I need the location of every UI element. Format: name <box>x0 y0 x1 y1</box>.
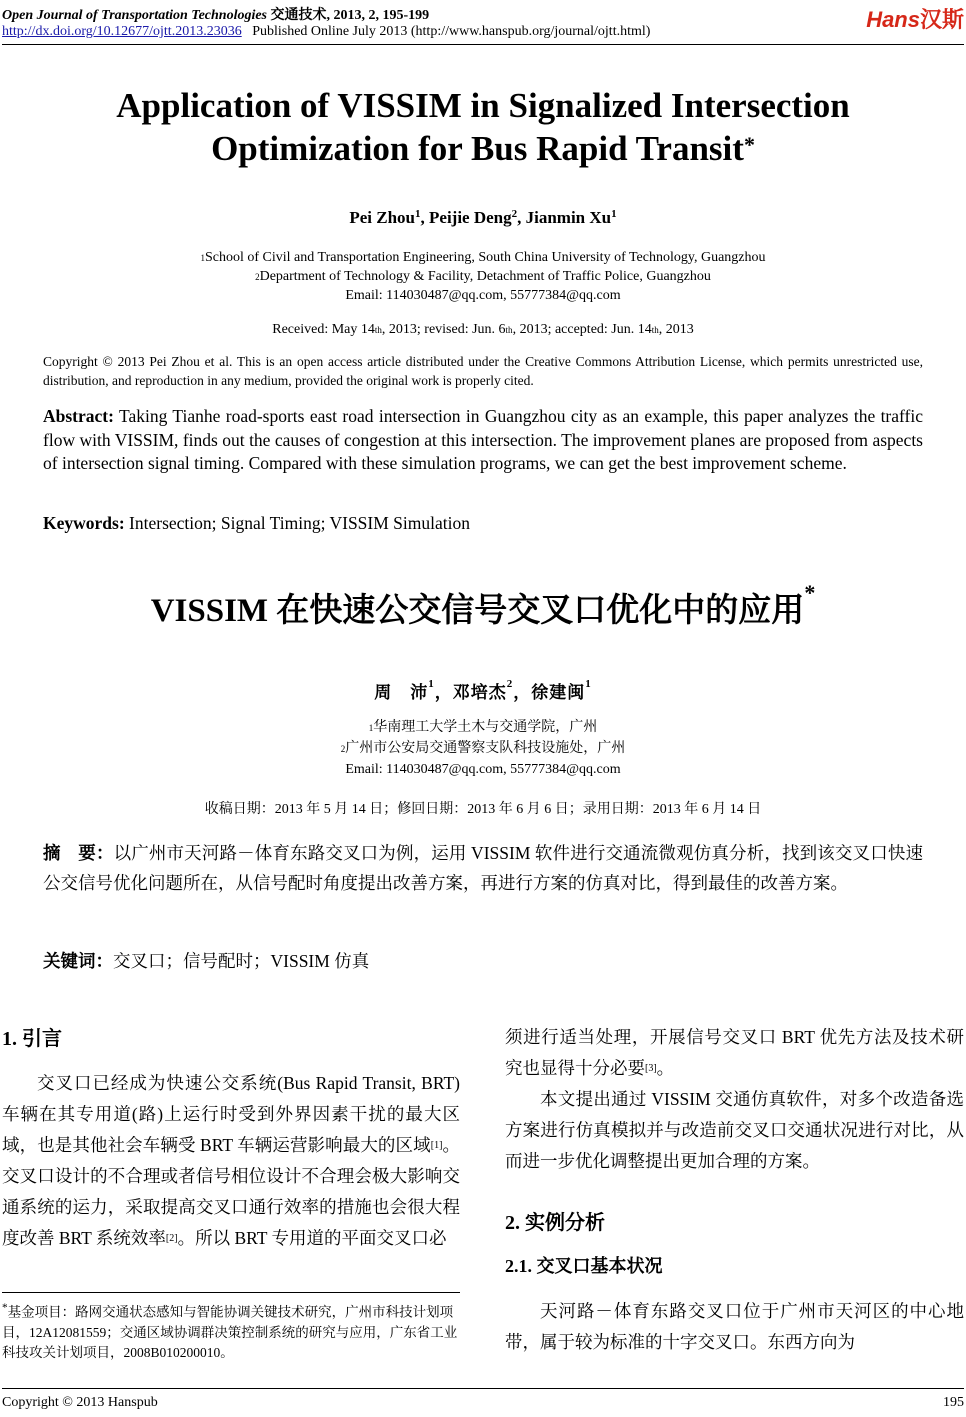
affiliation-cn-1: $^1$华南理工大学土木与交通学院，广州 <box>368 720 598 735</box>
footer-copyright: Copyright © 2013 Hanspub <box>2 1395 158 1410</box>
abstract-en: Abstract: Taking Tianhe road-sports east road intersection in Guangzhou city as an example, this paper analyzes the traffic flow with VISSIM, finds out the causes of congestion at this intersection. The improvement planes are proposed from aspects of intersection signal timing. Compared with these simulation programs, we can get the best improvement scheme. <box>43 406 923 473</box>
keywords-cn: 关键词：交叉口；信号配时；VISSIM 仿真 <box>43 951 370 971</box>
journal-name: Open Journal of Transportation Technologies <box>2 8 268 23</box>
authors-en: Pei Zhou$^1$, Peijie Deng$^2$, Jianmin Xu$^1$ <box>349 208 617 227</box>
email-en: Email: 114030487@qq.com, 55777384@qq.com <box>345 288 621 303</box>
abstract-cn: 摘 要：以广州市天河路－体育东路交叉口为例，运用 VISSIM 软件进行交通流微观仿真分析，找到该交叉口快速公交信号优化问题所在，从信号配时角度提出改善方案，再进行方案的仿真对比，得到最佳的改善方案。 <box>43 843 923 893</box>
affiliation-en-2: $^2$Department of Technology & Facility, Detachment of Traffic Police, Guangzhou <box>255 269 711 284</box>
footer-rule <box>2 1388 964 1389</box>
received-cn: 收稿日期：2013 年 5 月 14 日；修回日期：2013 年 6 月 6 日；录用日期：2013 年 6 月 14 日 <box>204 802 762 817</box>
received-en: Received: May 14th, 2013; revised: Jun. 6th, 2013; accepted: Jun. 14th, 2013 <box>272 322 694 337</box>
section-1-body-right: 须进行适当处理，开展信号交叉口 BRT 优先方法及技术研究也显得十分必要[3]。 本文提出通过 VISSIM 交通仿真软件，对多个改造备选方案进行仿真模拟并与改造前交叉口交通状况进行对比，从而进一步优化调整提出更加合理的方案。 <box>505 1022 964 1177</box>
footnote: *基金项目：路网交通状态感知与智能协调关键技术研究，广州市科技计划项目，12A12081559；交通区域协调群决策控制系统的研究与应用，广东省工业科技攻关计划项目，2008B010200010。 <box>2 1302 458 1360</box>
publisher-logo: Hans汉斯 <box>866 7 964 32</box>
header-rule <box>2 44 964 45</box>
affiliation-cn-2: $^2$广州市公安局交通警察支队科技设施处，广州 <box>340 741 626 756</box>
doi-link[interactable]: http://dx.doi.org/10.12677/ojtt.2013.23036 <box>2 24 242 39</box>
subsection-2-1-heading: 2.1. 交叉口基本状况 <box>505 1256 663 1276</box>
paper-title-en: Application of VISSIM in Signalized Intersection Optimization for Bus Rapid Transit* <box>116 86 850 168</box>
volume-info: , 2013, 2, 195-199 <box>326 8 430 23</box>
section-2-heading: 2. 实例分析 <box>505 1212 605 1234</box>
keywords-en: Keywords: Intersection; Signal Timing; VISSIM Simulation <box>43 513 470 533</box>
email-cn: Email: 114030487@qq.com, 55777384@qq.com <box>345 762 621 777</box>
footnote-rule <box>2 1292 460 1293</box>
published-info: Published Online July 2013 (http://www.hanspub.org/journal/ojtt.html) <box>252 24 651 39</box>
section-1-body-left: 交叉口已经成为快速公交系统(Bus Rapid Transit, BRT)车辆在其专用道(路)上运行时受到外界因素干扰的最大区域，也是其他社会车辆受 BRT 车辆运营影响最大的区域[1]。交叉口设计的不合理或者信号相位设计不合理会极大影响交通系统的运力，采取提高交叉口通行效率的措施也会很大程度改善 BRT 系统效率[2]。所以 BRT 专用道的平面交叉口必 <box>2 1073 461 1248</box>
section-1-continuation: 须进行适当处理，开展信号交叉口 BRT 优先方法及技术研究也显得十分必要[3]。 <box>505 1027 964 1078</box>
page-number: 195 <box>943 1395 964 1410</box>
publication-line <box>2 24 650 40</box>
affiliation-en-1: $^1$School of Civil and Transportation Engineering, South China University of Technology, Guangzhou <box>200 250 766 265</box>
authors-cn: 周 沛$^1$，邓培杰$^2$，徐建闽$^1$ <box>374 678 592 702</box>
copyright-notice: Copyright © 2013 Pei Zhou et al. This is an open access article distributed under the Creative Commons Attribution License, which permits unrestricted use, distribution, and reproduction in any medium, provided the original work is properly cited. <box>43 354 923 388</box>
section-1-heading: 1. 引言 <box>2 1028 62 1050</box>
paper-title-cn: VISSIM 在快速公交信号交叉口优化中的应用* <box>150 580 816 629</box>
running-header <box>2 4 429 24</box>
section-2-body: 天河路－体育东路交叉口位于广州市天河区的中心地带，属于较为标准的十字交叉口。东西方向为 <box>505 1301 964 1352</box>
journal-name-cn: 交通技术 <box>270 8 327 23</box>
